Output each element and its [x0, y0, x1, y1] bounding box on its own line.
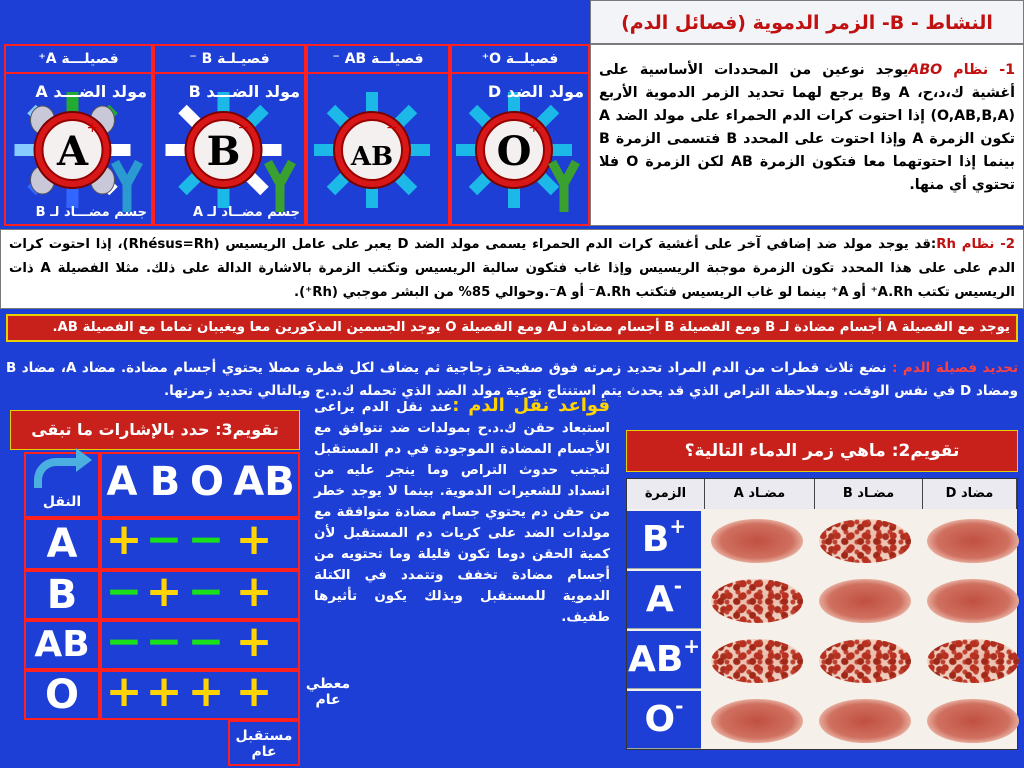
column-header-frame — [100, 452, 300, 518]
rh-mark: + — [528, 120, 540, 136]
compatibility-sign: − — [105, 616, 143, 667]
compatibility-sign: − — [187, 514, 225, 565]
compatibility-sign: + — [105, 666, 143, 717]
cell-letter: B — [206, 128, 241, 175]
row-label: O — [24, 670, 100, 720]
compatibility-sign: + — [187, 666, 225, 717]
table-column-header: الزمرة — [627, 479, 705, 509]
compatibility-sign: + — [235, 616, 273, 667]
compatibility-sign: − — [187, 566, 225, 617]
agglutinated-drop — [927, 639, 1019, 683]
antigen-marker — [366, 92, 378, 112]
smooth-drop — [927, 519, 1019, 563]
cell-header-2: فصيلــة AB ⁻ — [306, 44, 450, 74]
antibody-label: جسم مضــاد لـ A — [192, 205, 300, 220]
red-blood-cell-icon — [308, 74, 448, 224]
compatibility-sign: − — [145, 616, 183, 667]
cell-header-3: فصيلــة O⁺ — [450, 44, 590, 74]
antigen-marker — [15, 144, 35, 156]
compatibility-sign: − — [105, 566, 143, 617]
transfusion-rules — [314, 395, 610, 675]
column-header: O — [189, 459, 224, 505]
antibody-label: جسم مضـــاد لـ B — [35, 205, 147, 220]
detection-label: تحديد فصيلة الدم : — [892, 360, 1019, 376]
table-row-label — [627, 631, 701, 689]
antigen-marker — [456, 144, 476, 156]
eval2-title: تقويم2: ماهي زمر الدماء التالية؟ — [626, 430, 1018, 472]
table-row-label — [627, 571, 701, 629]
cell-body-2 — [306, 74, 450, 226]
cell-body-3 — [450, 74, 590, 226]
column-header: B — [149, 459, 181, 505]
compatibility-sign: − — [187, 616, 225, 667]
antigen-marker — [552, 144, 572, 156]
compatibility-sign: + — [145, 666, 183, 717]
row-label: B — [24, 570, 100, 620]
eval3-title: تقويم3: حدد بالإشارات ما تبقى — [10, 410, 300, 450]
rh-sign: - — [673, 574, 683, 598]
compatibility-sign: − — [145, 514, 183, 565]
antigen-label: مولد الضـــد B — [188, 82, 300, 101]
compatibility-sign: + — [235, 566, 273, 617]
smooth-drop — [927, 699, 1019, 743]
blood-group: B — [641, 519, 670, 560]
cell-header-1: فصيـلـة B ⁻ — [153, 44, 306, 74]
rh-text: :قد يوجد مولد ضد إضافي آخر على أغشية كرات الدم الحمراء يسمى مولد الضد D يعبر على عامل الريسيس (Rhésus=Rh)، إذا احتوت كرات الدم على على هذا المحدد تكون الزمرة موجبة الريسيس وإذا غاب فتكون سالبة الريسيس وتكتب الزمرة بالاشارة الدالة على ذلك. مثلا الفصيلة A ذات الريسيس تكتب A.Rh⁺ أو A⁺ بينما لو غاب الريسيس فتكتب A.Rh⁻ أو A⁻.وحوالي 85% من البشر موجبي (Rh⁺). — [9, 237, 1016, 300]
abo-prefix: 1- نظام — [942, 62, 1016, 78]
row-label: A — [24, 518, 100, 570]
compatibility-sign: + — [145, 566, 183, 617]
smooth-drop — [819, 579, 911, 623]
rules-title: قواعد نقل الدم : — [452, 395, 610, 416]
blood-group: A — [645, 579, 674, 620]
rh-mark: − — [237, 120, 250, 136]
rh-system-box — [0, 229, 1024, 309]
cell-letter: A — [56, 128, 89, 175]
abo-system-box — [590, 44, 1024, 226]
page-title: النشاط - B- الزمر الدموية (فصائل الدم) — [590, 0, 1024, 44]
antigen-label: مولد الضـــد A — [35, 82, 147, 101]
rules-text: عند نقل الدم يراعى استبعاد حقن ك.د.ح بمولدات ضد تتوافق مع الأجسام المضادة الموجودة في دم المستقبل لتجنب حدوث التراص وما ينجر عليه من انسداد للشعيرات الدموية. بينما لا يوجد خطر من حقن دم يحتوي جسام مضادة متوافقة مع مولدات الضد على كريات دم المستقبل لأن كمية الحقن دوما تكون قليلة وما تحتويه من أجسام مضادة تخفف وتتمدد في الكتلة الدموية للمستقبل وبذلك يكون تأثيرها طفيف. — [314, 400, 610, 625]
table-row-label — [627, 511, 701, 569]
universal-receiver-label: مستقبل عام — [228, 720, 300, 766]
rh-sign: + — [683, 634, 701, 658]
universal-donor-label: معطي عام — [305, 676, 351, 708]
cell-letter: AB — [350, 142, 394, 172]
table-column-header: مضـاد A — [705, 479, 815, 509]
cell-header-0: فصيلـــة A⁺ — [4, 44, 153, 74]
agglutinated-drop — [819, 639, 911, 683]
column-header: AB — [233, 459, 295, 505]
rh-sign: + — [669, 514, 687, 538]
table-column-header: مضـاد B — [815, 479, 923, 509]
compatibility-sign: + — [235, 514, 273, 565]
cell-letter: O — [496, 128, 532, 175]
smooth-drop — [711, 699, 803, 743]
abo-name: ABO — [908, 62, 943, 78]
blood-group: AB — [627, 639, 684, 680]
antibody-note-bar: يوجد مع الفصيلة A أجسام مضادة لـ B ومع الفصيلة B أجسام مضادة لـA ومع الفصيلة O يوجد الجسمين المذكورين معا ويغيبان تماما مع الفصيلة AB. — [6, 314, 1018, 342]
antigen-marker — [166, 144, 186, 156]
smooth-drop — [927, 579, 1019, 623]
antigen-marker — [410, 144, 430, 156]
rh-mark: + — [86, 120, 99, 136]
antigen-marker — [314, 144, 334, 156]
blood-group: O — [644, 699, 676, 740]
rh-prefix: 2- نظام — [955, 237, 1015, 252]
rh-sign: - — [675, 694, 684, 718]
smooth-drop — [819, 699, 911, 743]
transfer-label: النقل — [42, 494, 82, 510]
table-column-header: مضاد D — [923, 479, 1017, 509]
cell-body-0 — [4, 74, 153, 226]
rh-name: Rh — [936, 237, 956, 252]
cell-body-1 — [153, 74, 306, 226]
antigen-marker — [508, 188, 520, 208]
curved-arrow-icon — [34, 458, 78, 488]
detection-text: نضع ثلاث قطرات من الدم المراد تحديد زمرته فوق صفيحة زجاجية ثم يضاف لكل قطرة مصلا يحتوي أجسام مضادة. مضاد A، مضاد B ومضاد D في نفس الوقت. وبملاحظة التراص الذي قد يحدث يتم استنتاج نوعية مولد الضد الذي تحمله ك.د.ح وبالتالي تحديد زمرتها. — [6, 360, 1018, 399]
arrow-head-icon — [76, 448, 92, 472]
transfer-header-cell — [24, 452, 100, 518]
agglutinated-drop — [711, 639, 803, 683]
table-row-label — [627, 691, 701, 749]
agglutinated-drop — [819, 519, 911, 563]
blood-test-table — [626, 478, 1018, 750]
abo-text: يوجد نوعين من المحددات الأساسية على أغشية ك،د،ح، A وB يرجع لهما تحديد الزمر الدموية الأربع (O,AB,B,A) إذا احتوت كرات الدم الحمراء على مولد الضد A تكون الزمرة A وإذا احتوت على المحدد B فتسمى الزمرة B بينما إذا احتوتهما معا فتكون الزمرة AB لكن الزمرة O فلا تحتوي أي منها. — [599, 62, 1016, 193]
smooth-drop — [711, 519, 803, 563]
compatibility-sign: + — [105, 514, 143, 565]
row-label: AB — [24, 620, 100, 670]
column-header: A — [106, 459, 138, 505]
compatibility-sign: + — [235, 666, 273, 717]
antigen-marker — [366, 188, 378, 208]
rh-mark: − — [386, 120, 398, 136]
antigen-marker — [111, 144, 131, 156]
agglutinated-drop — [711, 579, 803, 623]
antigen-marker — [262, 144, 282, 156]
antigen-label: مولد الضد D — [487, 82, 584, 101]
